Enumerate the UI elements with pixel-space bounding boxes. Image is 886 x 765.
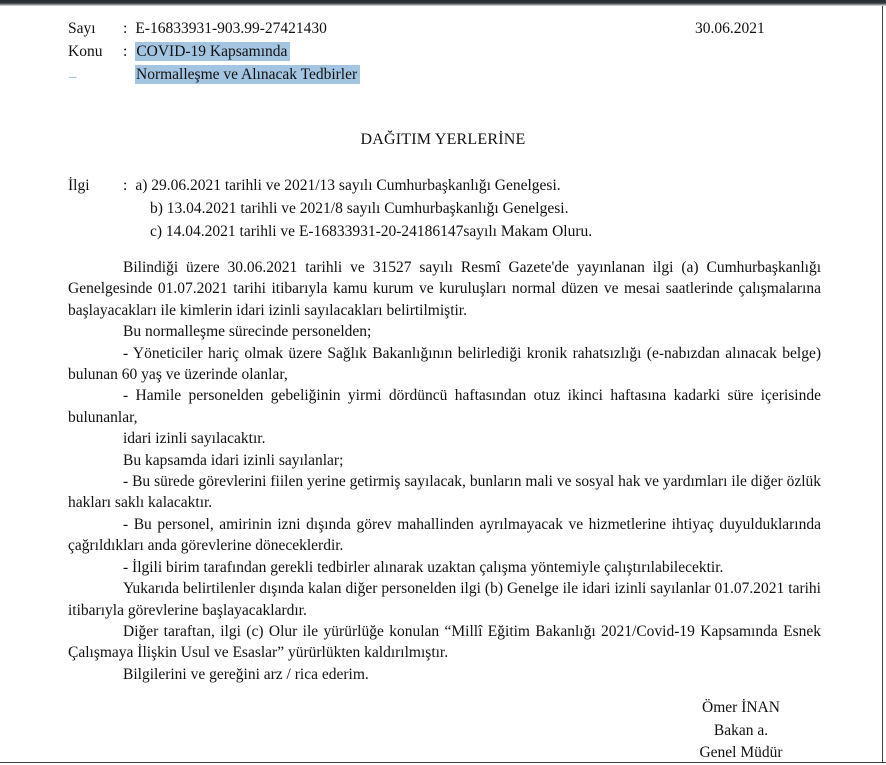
body-paragraph: - Hamile personelden gebeliğinin yirmi dördüncü haftasından otuz ikinci haftasına kadarki süre içerisinde bulunanlar, xyxy=(68,387,821,426)
sayi-colon: : xyxy=(123,20,128,37)
ilgi-line xyxy=(68,220,828,243)
sayi-label: Sayı xyxy=(68,20,96,37)
ilgi-colon: : xyxy=(123,177,128,194)
signature-block xyxy=(645,697,837,765)
sayi-row xyxy=(68,20,327,38)
body-paragraph: - Yöneticiler hariç olmak üzere Sağlık Bakanlığının belirlediği kronik rahatsızlığı (e-nabızdan alınacak belge) bulunan 60 yaş ve üzerinde olanlar, xyxy=(68,344,821,384)
body-paragraph: Bilgilerini ve gereğini arz / rica ederim. xyxy=(123,665,369,683)
body-paragraph: Diğer taraftan, ilgi (c) Olur ile yürürlüğe konulan “Millî Eğitim Bakanlığı 2021/Covid-19 Kapsamında Esnek Çalışmaya İlişkin Usul ve Esaslar” yürürlükten kaldırılmıştır. xyxy=(68,622,821,662)
ilgi-item: a) 29.06.2021 tarihli ve 2021/13 sayılı Cumhurbaşkanlığı Genelgesi. xyxy=(135,177,561,194)
body-paragraph: - Bu personel, amirinin izni dışında görev mahallinden ayrılmayacak ve hizmetlerine ihtiyaç duyulduklarında çağrıldıkları anda görevlerine döneceklerdir. xyxy=(68,515,821,555)
margin-dash: _ xyxy=(69,64,77,80)
konu-row xyxy=(68,43,290,61)
body-paragraph: Bilindiği üzere 30.06.2021 tarihli ve 31527 sayılı Resmî Gazete'de yayınlanan ilgi (a) Cumhurbaşkanlığı Genelgesinde 01.07.2021 tarihi itibarıyla kamu kurum ve kuruluşları normal düzen ve mesai saatlerinde çalışmalarına başlayacakları ile kimlerin idari izinli sayılacakları belirtilmiştir. xyxy=(68,259,821,319)
ilgi-block xyxy=(68,174,828,243)
ilgi-label: İlgi xyxy=(68,177,90,194)
konu-subject-line1: COVID-19 Kapsamında xyxy=(135,42,290,61)
sayi-value: E-16833931-903.99-27421430 xyxy=(135,20,327,37)
konu-colon: : xyxy=(123,43,128,60)
body-paragraph: - İlgili birim tarafından gerekli tedbirler alınarak uzaktan çalışma yöntemiyle çalıştırılabilecektir. xyxy=(123,558,724,576)
letter-body xyxy=(68,257,821,685)
signer-name: Ömer İNAN xyxy=(702,699,780,716)
window-top-edge xyxy=(0,0,886,6)
ilgi-line xyxy=(68,174,828,197)
signer-title-1: Bakan a. xyxy=(713,721,769,739)
body-paragraph: Bu normalleşme sürecinde personelden; xyxy=(123,323,372,341)
page-right-border xyxy=(882,6,883,763)
body-paragraph: - Bu sürede görevlerini fiilen yerine getirmiş sayılacak, bunların mali ve sosyal hak ve yardımları ile diğer özlük hakları saklı kalacaktır. xyxy=(68,473,821,512)
body-paragraph: idari izinli sayılacaktır. xyxy=(123,430,266,448)
konu-row-line2 xyxy=(135,66,360,84)
body-paragraph: Bu kapsamda idari izinli sayılanlar; xyxy=(123,451,344,469)
distribution-heading: DAĞITIM YERLERİNE xyxy=(360,131,526,148)
konu-label: Konu xyxy=(68,43,103,60)
konu-subject-line2: Normalleşme ve Alınacak Tedbirler xyxy=(135,65,360,84)
ilgi-item: c) 14.04.2021 tarihli ve E-16833931-20-24186147sayılı Makam Oluru. xyxy=(150,223,593,240)
ilgi-item: b) 13.04.2021 tarihli ve 2021/8 sayılı Cumhurbaşkanlığı Genelgesi. xyxy=(150,200,569,217)
date-text: 30.06.2021 xyxy=(695,20,765,37)
signer-title-2: Genel Müdür xyxy=(699,744,783,762)
body-paragraph: Yukarıda belirtilenler dışında kalan diğer personelden ilgi (b) Genelge ile idari izinli sayılanlar 01.07.2021 tarihi itibarıyla görevlerine başlayacaklardır. xyxy=(68,580,821,619)
ilgi-line xyxy=(68,197,828,220)
